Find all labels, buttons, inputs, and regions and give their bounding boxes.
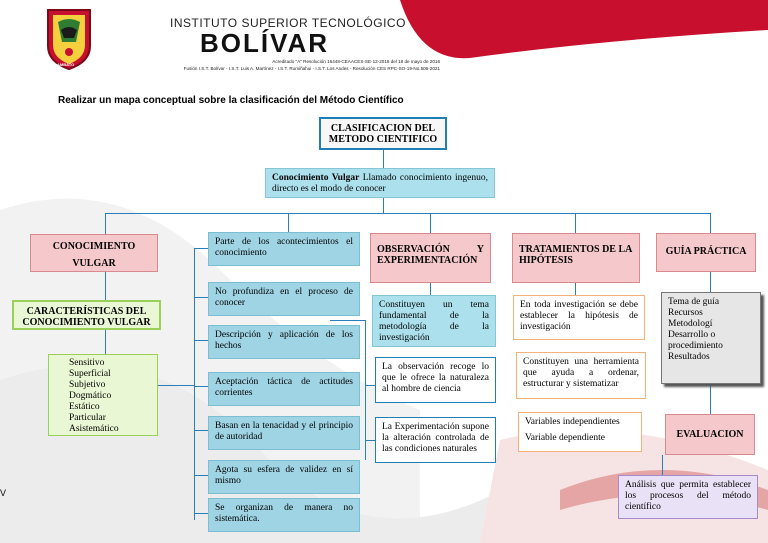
evaluacion-text: Análisis que permita establecer los procesos del método científico [618, 475, 758, 519]
variable-item: Variables independientes [525, 417, 620, 427]
caracteristica-item: Superficial [69, 369, 111, 379]
variable-item: Variable dependiente [525, 433, 605, 443]
caracteristica-item: Sensitivo [69, 358, 105, 368]
category-tratamientos: TRATAMIENTOS DE LA HIPÓTESIS [512, 233, 640, 283]
guia-item: Metodologí [668, 319, 713, 329]
tratamientos-point: Constituyen una herramienta que ayuda a ordenar, estructurar y sistematizar [516, 352, 646, 399]
caracteristica-item: Subjetivo [69, 380, 106, 390]
vulgar-point: Agota su esfera de validez en sí mismo [208, 460, 360, 494]
logo-caption: AMBATO [57, 62, 75, 67]
stray-letter: V [0, 488, 7, 498]
guia-item: Tema de guía [668, 297, 720, 307]
guia-list [661, 292, 761, 384]
fusion-line: Fusión I.S.T. Bolívar - I.S.T. Luis A. Martínez - I.S.T. Rumiñahui - I.S.T. Los Andes - Resolución CES RPC-SO-19-No.506-2021 [183, 66, 440, 71]
definition-text: Llamado conocimiento ingenuo, directo es el modo de conocer [272, 173, 488, 194]
institute-logo [44, 8, 94, 70]
category-evaluacion: EVALUACION [665, 414, 755, 455]
observacion-point: La Experimentación supone la alteración controlada de las condiciones naturales [375, 417, 496, 463]
guia-item: Resultados [668, 352, 710, 362]
caracteristicas-list [48, 354, 158, 436]
category-guia: GUÍA PRÁCTICA [656, 233, 756, 272]
task-instruction: Realizar un mapa conceptual sobre la clasificación del Método Científico [58, 95, 404, 106]
root-node: CLASIFICACION DEL METODO CIENTIFICO [319, 117, 447, 150]
institute-name: BOLÍVAR [200, 28, 330, 58]
guia-item: Desarrollo o procedimiento [668, 330, 723, 351]
vulgar-point: No profundiza en el proceso de conocer [208, 282, 360, 316]
vulgar-point: Se organizan de manera no sistemática. [208, 498, 360, 532]
observacion-point: La observación recoge lo que le ofrece la naturaleza al hombre de ciencia [375, 357, 496, 403]
accreditation-text [100, 58, 440, 72]
category-vulgar: CONOCIMIENTO VULGAR [30, 234, 158, 272]
vulgar-point: Parte de los acontecimientos el conocimiento [208, 232, 360, 266]
variables-box [518, 412, 642, 452]
category-observacion: OBSERVACIÓN Y EXPERIMENTACIÓN [370, 233, 491, 283]
institute-line: INSTITUTO SUPERIOR TECNOLÓGICO [170, 16, 406, 30]
caracteristica-item: Asistemático [69, 424, 119, 434]
caracteristica-item: Particular [69, 413, 106, 423]
accreditation-line: Acreditado "A" Resolución 16448-CEAACES-SE-12-2016 del 18 de mayo de 2016 [272, 59, 440, 64]
caracteristica-item: Dogmático [69, 391, 112, 401]
vulgar-point: Descripción y aplicación de los hechos [208, 325, 360, 359]
vulgar-point: Aceptación táctica de actitudes corrientes [208, 372, 360, 406]
definition-term: Conocimiento Vulgar [272, 173, 360, 183]
vulgar-point: Basan en la tenacidad y el principio de autoridad [208, 416, 360, 450]
definition-box [265, 168, 495, 198]
guia-item: Recursos [668, 308, 703, 318]
observacion-point: Constituyen un tema fundamental de la metodología de la investigación [372, 295, 496, 347]
tratamientos-point: En toda investigación se debe establecer la hipótesis de investigación [513, 295, 645, 340]
header-red-band [0, 0, 768, 90]
caracteristicas-title: CARACTERÍSTICAS DEL CONOCIMIENTO VULGAR [12, 300, 161, 330]
caracteristica-item: Estático [69, 402, 100, 412]
